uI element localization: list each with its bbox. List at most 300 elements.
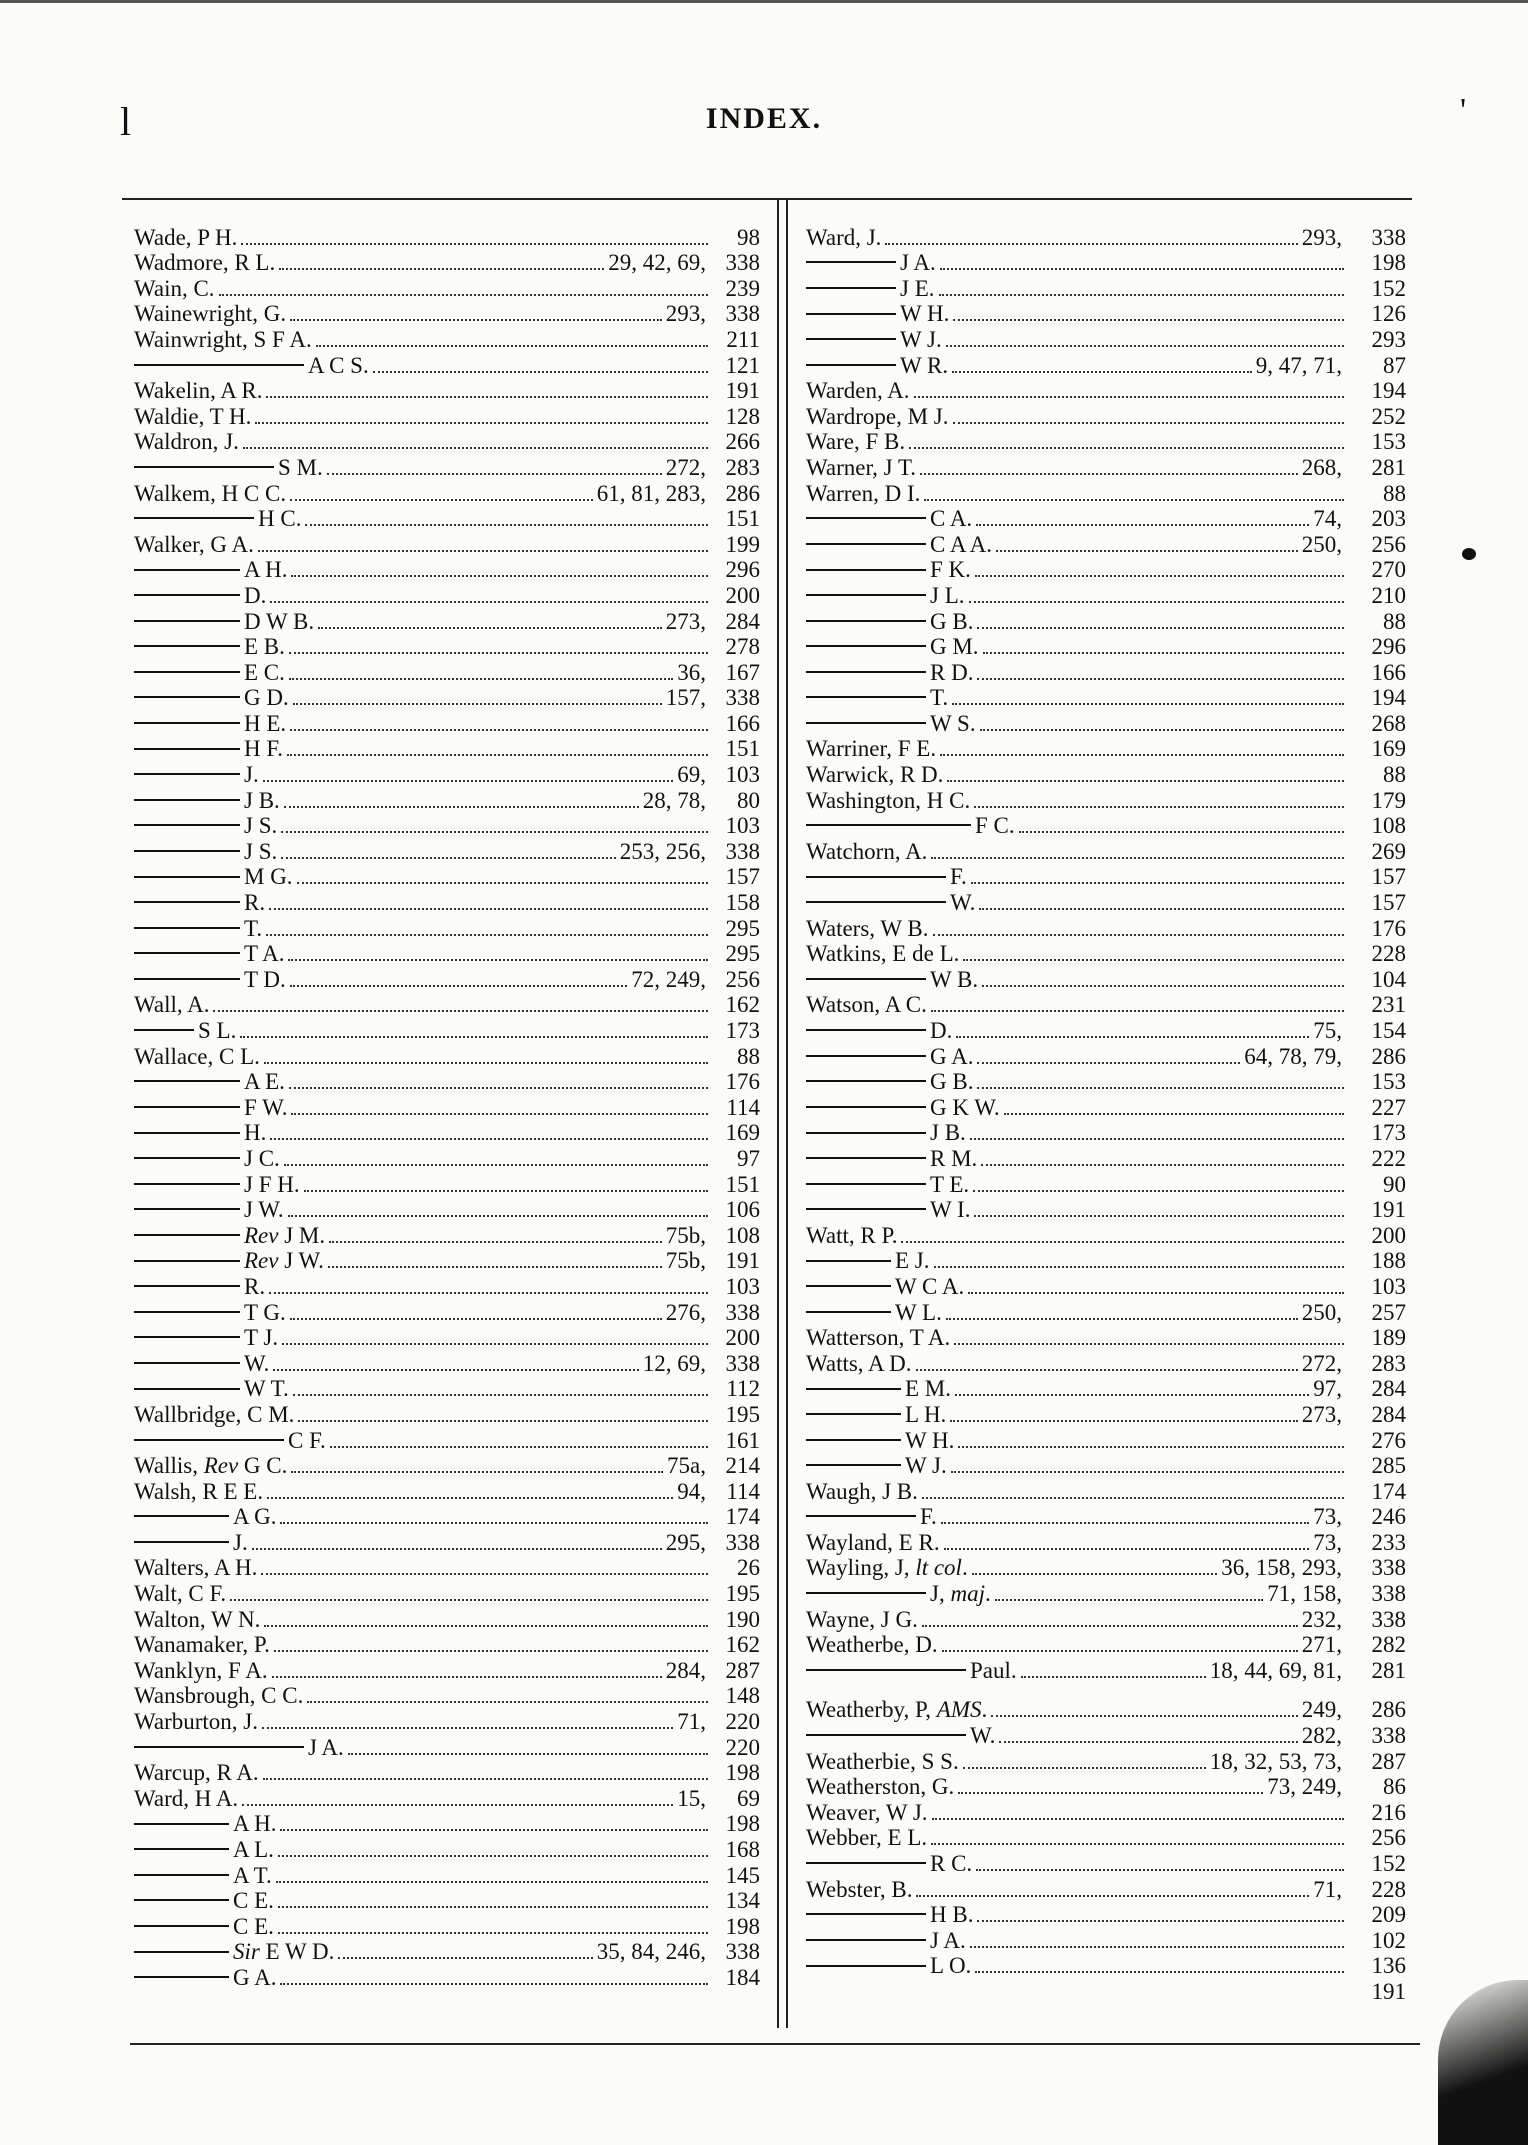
entry-name-text: J W.: [244, 1197, 284, 1223]
ditto-dash: [134, 901, 240, 903]
ditto-dash: [806, 620, 926, 622]
entry-name-text: Weatherbe, D.: [806, 1632, 938, 1658]
entry-page-number: 203: [1371, 506, 1406, 532]
index-entry: [134, 557, 760, 583]
entry-name: [806, 762, 943, 787]
entry-references: 75b,: [665, 1222, 706, 1248]
index-entry: [806, 1273, 1406, 1299]
ditto-dash: [806, 364, 896, 366]
entry-name-text: A H.: [244, 557, 288, 583]
dot-leader: [284, 1164, 708, 1166]
dot-leader: [289, 1087, 708, 1089]
entry-name: [134, 404, 251, 429]
entry-page-number: 239: [725, 275, 760, 301]
entry-name-text: W I.: [930, 1197, 971, 1223]
entry-name-text: Wansbrough, C C.: [134, 1683, 304, 1709]
dot-leader: [266, 934, 708, 936]
entry-page-number: 153: [1371, 1069, 1406, 1095]
entry-name-text: Weatherby, P,: [806, 1697, 937, 1723]
ditto-dash: [806, 1055, 926, 1057]
entry-name-text: Ware, F B.: [806, 429, 906, 455]
entry-page-number: 169: [1371, 736, 1406, 762]
entry-name-text: G D.: [244, 685, 289, 711]
entry-name-text: A L.: [233, 1837, 274, 1862]
ditto-dash: [134, 1157, 240, 1159]
entry-name-text: Wayling, J,: [806, 1555, 916, 1581]
entry-name: [134, 532, 254, 557]
entry-page-number: 157: [725, 864, 760, 890]
entry-name-text: G B.: [930, 1069, 974, 1095]
entry-name: [930, 1044, 973, 1069]
entry-name: [930, 1120, 966, 1145]
dot-leader: [977, 1920, 1344, 1922]
entry-page-number: 286: [725, 480, 760, 506]
ditto-dash: [806, 1965, 926, 1967]
ditto-dash: [134, 850, 240, 852]
entry-page-number: 257: [1371, 1299, 1406, 1325]
dot-leader: [278, 1932, 708, 1934]
entry-name: [905, 1376, 951, 1401]
entry-page-number: 295: [725, 941, 760, 967]
entry-page-number: 87: [1383, 352, 1406, 378]
index-entry: [134, 1427, 760, 1453]
entry-references: 15,: [677, 1785, 706, 1811]
entry-name: [806, 1825, 927, 1850]
entry-name: [134, 378, 262, 403]
entry-name: [244, 890, 265, 915]
dot-leader: [940, 754, 1344, 756]
ditto-dash: [134, 1541, 229, 1543]
index-entry: [806, 1657, 1406, 1683]
entry-name-text: J S.: [244, 838, 278, 864]
entry-name-text: J C.: [244, 1145, 280, 1171]
index-entry: [134, 1248, 760, 1274]
entry-name: [233, 1530, 248, 1555]
entry-name-text: A T.: [233, 1862, 272, 1888]
entry-page-number: 338: [1371, 224, 1406, 250]
entry-name: [288, 1428, 326, 1453]
entry-name-text: C F.: [288, 1427, 326, 1453]
entry-page-number: 256: [1371, 1825, 1406, 1851]
entry-page-number: 198: [725, 1913, 760, 1939]
page-title: INDEX.: [705, 102, 823, 135]
index-entry: [806, 250, 1406, 276]
entry-name: [806, 481, 920, 506]
entry-page-number: 220: [725, 1709, 760, 1735]
dot-leader: [982, 985, 1344, 987]
dot-leader: [975, 1971, 1344, 1973]
dot-leader: [261, 1573, 708, 1575]
dot-leader: [941, 1522, 1310, 1524]
dot-leader: [922, 1625, 1298, 1627]
index-entry: [134, 1325, 760, 1351]
index-entry: [134, 1811, 760, 1837]
entry-name-text: H B.: [930, 1902, 974, 1928]
dot-leader: [933, 934, 1344, 936]
entry-name-text: W J.: [900, 326, 942, 352]
dot-leader: [977, 1062, 1240, 1064]
entry-name: [930, 557, 971, 582]
entry-references: 273,: [665, 608, 706, 634]
index-entry: [806, 838, 1406, 864]
entry-page-number: 153: [1371, 429, 1406, 455]
entry-page-number: 284: [725, 608, 760, 634]
entry-name: [930, 1095, 1000, 1120]
entry-references: 73, 249,: [1267, 1774, 1342, 1800]
entry-page-number: 210: [1371, 582, 1406, 608]
index-entry: [134, 224, 760, 250]
entry-name: [134, 1658, 268, 1683]
index-entry: [134, 429, 760, 455]
entry-title-italic: Rev: [203, 1453, 239, 1479]
dot-leader: [269, 1292, 708, 1294]
index-entry: [134, 1453, 760, 1479]
entry-page-number: 216: [1371, 1799, 1406, 1825]
index-entry: [806, 813, 1406, 839]
entry-name-text: W.: [244, 1350, 270, 1376]
entry-page-number: 166: [1371, 659, 1406, 685]
ditto-dash: [134, 1106, 240, 1108]
entry-name-text: Weatherston, G.: [806, 1774, 955, 1800]
entry-references: 64, 78, 79,: [1244, 1043, 1342, 1069]
dot-leader: [264, 1625, 708, 1627]
dot-leader: [946, 345, 1344, 347]
entry-name: [258, 506, 301, 531]
entry-name: [900, 353, 948, 378]
entry-page-number: 88: [1383, 608, 1406, 634]
entry-references: 94,: [677, 1478, 706, 1504]
ditto-dash: [806, 1157, 926, 1159]
entry-name: [244, 583, 266, 608]
ditto-dash: [134, 1260, 240, 1262]
ditto-dash: [806, 696, 926, 698]
entry-title-italic: maj: [950, 1581, 985, 1607]
entry-name: [920, 1504, 937, 1529]
entry-name: [806, 455, 916, 480]
entry-page-number: 151: [725, 736, 760, 762]
entry-name: [806, 225, 881, 250]
dot-leader: [304, 1190, 708, 1192]
entry-page-number: 283: [725, 454, 760, 480]
entry-name: [900, 301, 949, 326]
entry-page-number: 190: [725, 1606, 760, 1632]
ditto-dash: [806, 1439, 901, 1441]
dot-leader: [996, 550, 1298, 552]
dot-leader: [288, 959, 708, 961]
entry-name-text: Walsh, R E E.: [134, 1478, 264, 1504]
dot-leader: [885, 243, 1297, 245]
index-entry: [806, 1529, 1406, 1555]
entry-title-italic: lt col: [915, 1555, 962, 1581]
dot-leader: [219, 294, 708, 296]
index-entry: [134, 813, 760, 839]
index-entry: [806, 1555, 1406, 1581]
index-entry: [806, 685, 1406, 711]
entry-page-number: 176: [1371, 915, 1406, 941]
index-entry: [134, 1171, 760, 1197]
entry-page-number: 103: [725, 813, 760, 839]
entry-name-text: F K.: [930, 557, 971, 583]
entry-page-number: 338: [1371, 1723, 1406, 1749]
ditto-dash: [134, 594, 240, 596]
ditto-dash: [806, 543, 926, 545]
entry-name: [806, 1800, 928, 1825]
entry-name: [244, 685, 289, 710]
entry-page-number: 174: [725, 1504, 760, 1530]
entry-page-number: 191: [1371, 1197, 1406, 1223]
entry-name-text: J.: [244, 762, 259, 788]
entry-references: 18, 44, 69, 81,: [1209, 1657, 1342, 1683]
entry-page-number: 88: [737, 1043, 760, 1069]
dot-leader: [280, 1522, 708, 1524]
index-entry: [134, 1350, 760, 1376]
entry-references: 97,: [1313, 1376, 1342, 1402]
dot-leader: [290, 499, 593, 501]
entry-page-number: 103: [1371, 1273, 1406, 1299]
ditto-dash: [134, 1439, 284, 1441]
entry-name: [134, 1453, 287, 1478]
entry-name: [244, 1325, 278, 1350]
index-entry: [134, 1299, 760, 1325]
entry-page-number: 200: [725, 1325, 760, 1351]
dot-leader: [270, 1138, 708, 1140]
entry-page-number: 157: [1371, 890, 1406, 916]
entry-name-text: F.: [950, 864, 967, 890]
entry-name: [134, 1044, 260, 1069]
entry-name: [905, 1428, 954, 1453]
entry-name-text: C E.: [233, 1913, 274, 1939]
dot-leader: [330, 1446, 708, 1448]
index-entry: [806, 1504, 1406, 1530]
index-entry: [806, 1401, 1406, 1427]
dot-leader: [940, 268, 1344, 270]
index-entry: [806, 1632, 1406, 1658]
ditto-dash: [134, 927, 240, 929]
ditto-dash: [134, 1746, 304, 1748]
entry-references: 284,: [665, 1657, 706, 1683]
entry-references: 61, 81, 283,: [596, 480, 706, 506]
entry-name-text: L H.: [905, 1401, 947, 1427]
entry-name-text: G K W.: [930, 1094, 1000, 1120]
dot-leader: [931, 857, 1344, 859]
ditto-dash: [806, 287, 896, 289]
entry-name-text: Weatherbie, S S.: [806, 1748, 959, 1774]
entry-page-number: 231: [1371, 992, 1406, 1018]
index-entry: [806, 710, 1406, 736]
entry-title-italic: Rev: [244, 1248, 279, 1274]
ditto-dash: [134, 1183, 240, 1185]
index-entry: [806, 326, 1406, 352]
entry-name-text: Wallace, C L.: [134, 1043, 260, 1069]
entry-name-text: R M.: [930, 1145, 978, 1171]
entry-name-text: W C A.: [895, 1273, 965, 1299]
entry-name-text: Wainewright, G.: [134, 301, 287, 327]
entry-name-text: R.: [244, 890, 266, 916]
entry-name: [895, 1274, 964, 1299]
ditto-dash: [806, 338, 896, 340]
dot-leader: [970, 1946, 1344, 1948]
entry-name-text: Wayne, J G.: [806, 1606, 918, 1632]
index-entry: [806, 506, 1406, 532]
entry-name-text: S M.: [278, 454, 323, 480]
entry-references: 29, 42, 69,: [608, 250, 706, 276]
entry-name: [930, 1069, 973, 1094]
entry-page-number: 126: [1371, 301, 1406, 327]
entry-page-number: 145: [725, 1862, 760, 1888]
entry-page-number: 228: [1371, 1876, 1406, 1902]
entry-page-number: 106: [725, 1197, 760, 1223]
ditto-dash: [134, 1925, 229, 1927]
entry-page-number: 195: [725, 1581, 760, 1607]
index-entry: [806, 1427, 1406, 1453]
dot-leader: [291, 1471, 663, 1473]
ditto-dash: [134, 671, 240, 673]
entry-name-text: .: [961, 1555, 968, 1581]
ditto-dash: [806, 901, 946, 903]
entry-name-text: J,: [930, 1581, 951, 1607]
index-entry: [134, 710, 760, 736]
entry-name: [233, 1504, 276, 1529]
entry-page-number: 198: [725, 1760, 760, 1786]
entry-references: 73,: [1313, 1504, 1342, 1530]
entry-references: 271,: [1301, 1632, 1342, 1658]
entry-name: [970, 1723, 995, 1748]
entry-name: [930, 506, 972, 531]
entry-name: [233, 1837, 274, 1862]
entry-references: 272,: [1301, 1350, 1342, 1376]
ditto-dash: [806, 978, 926, 980]
index-entry: [134, 582, 760, 608]
entry-name-text: H.: [244, 1120, 267, 1146]
entry-page-number: 88: [1383, 480, 1406, 506]
entry-page-number: 108: [1371, 813, 1406, 839]
entry-name-text: Walt, C F.: [134, 1581, 227, 1607]
index-entry: [806, 1145, 1406, 1171]
entry-name-text: Ward, H A.: [134, 1785, 239, 1811]
dot-leader: [946, 1318, 1298, 1320]
entry-references: 12, 69,: [642, 1350, 706, 1376]
entry-name-text: W R.: [900, 352, 949, 378]
ditto-dash: [134, 1388, 240, 1390]
right-index-column: [806, 224, 1406, 2004]
entry-name-text: E W D.: [259, 1939, 335, 1965]
ditto-dash: [806, 1862, 926, 1864]
dot-leader: [974, 1215, 1344, 1217]
dot-leader: [939, 294, 1345, 296]
entry-page-number: 338: [1371, 1555, 1406, 1581]
entry-name-text: Wainwright, S F A.: [134, 326, 312, 352]
dot-leader: [914, 396, 1344, 398]
entry-name-text: S L.: [198, 1018, 237, 1043]
index-entry: [806, 1902, 1406, 1928]
dot-leader: [999, 1741, 1297, 1743]
index-entry: [134, 454, 760, 480]
page-top-edge: [0, 0, 1528, 3]
ditto-dash: [134, 1823, 229, 1825]
entry-page-number: 195: [725, 1401, 760, 1427]
entry-page-number: 173: [1371, 1120, 1406, 1146]
ditto-dash: [134, 696, 240, 698]
entry-name-text: Waldie, T H.: [134, 403, 252, 429]
ditto-dash: [806, 1080, 926, 1082]
dot-leader: [950, 1420, 1297, 1422]
dot-leader: [969, 601, 1345, 603]
entry-name: [244, 634, 285, 659]
dot-leader: [983, 652, 1344, 654]
entry-name-text: J F H.: [244, 1171, 300, 1197]
entry-name: [970, 1658, 1017, 1683]
dot-leader: [305, 524, 708, 526]
entry-name-text: Watchorn, A.: [806, 838, 928, 864]
entry-name-text: T G.: [244, 1299, 286, 1325]
ditto-dash: [806, 671, 926, 673]
entry-name-text: G C.: [238, 1453, 288, 1479]
dot-leader: [977, 627, 1344, 629]
dot-leader: [281, 857, 616, 859]
entry-name-text: H C.: [258, 506, 302, 532]
entry-name-text: Ward, J.: [806, 224, 882, 250]
entry-page-number: 281: [1371, 454, 1406, 480]
entry-page-number: 338: [725, 1350, 760, 1376]
ditto-dash: [806, 313, 896, 315]
index-entry: [134, 1273, 760, 1299]
index-entry: [134, 1632, 760, 1658]
dot-leader: [1004, 1113, 1344, 1115]
dot-leader: [944, 1548, 1310, 1550]
ditto-dash: [134, 1234, 240, 1236]
index-entry: [806, 1953, 1406, 1979]
ditto-dash: [134, 799, 240, 801]
entry-references: 75b,: [665, 1248, 706, 1274]
entry-name: [134, 276, 215, 301]
entry-page-number: 281: [1371, 1657, 1406, 1683]
index-entry: [806, 224, 1406, 250]
index-entry: [134, 275, 760, 301]
entry-references: 295,: [665, 1529, 706, 1555]
index-entry: [134, 1939, 760, 1965]
dot-leader: [291, 575, 708, 577]
entry-name-text: Waters, W B.: [806, 915, 929, 941]
index-entry: [134, 1043, 760, 1069]
entry-name-text: Waugh, J B.: [806, 1478, 918, 1504]
dot-leader: [901, 1241, 1344, 1243]
entry-name-text: Wakelin, A R.: [134, 378, 263, 404]
entry-name: [244, 1300, 286, 1325]
entry-name: [244, 1146, 280, 1171]
entry-page-number: 282: [1371, 1632, 1406, 1658]
entry-name-text: E M.: [905, 1376, 951, 1402]
ditto-dash: [806, 1029, 926, 1031]
ditto-dash: [134, 1029, 194, 1031]
entry-name-text: J S.: [244, 813, 278, 839]
index-entry: [134, 1145, 760, 1171]
index-entry: [134, 301, 760, 327]
index-entry: [134, 634, 760, 660]
margin-mark: ': [1460, 92, 1467, 129]
entry-references: 28, 78,: [642, 787, 706, 813]
index-entry: [806, 1069, 1406, 1095]
entry-name: [895, 1248, 930, 1273]
dot-leader: [973, 1190, 1344, 1192]
entry-name: [244, 1172, 300, 1197]
entry-name: [806, 1325, 950, 1350]
entry-name-text: Warwick, R D.: [806, 762, 944, 788]
entry-name-text: Warcup, R A.: [134, 1760, 259, 1786]
entry-name-text: W T.: [244, 1376, 289, 1402]
dot-leader: [242, 1804, 673, 1806]
entry-page-number: 173: [725, 1018, 760, 1043]
ditto-dash: [806, 1413, 901, 1415]
